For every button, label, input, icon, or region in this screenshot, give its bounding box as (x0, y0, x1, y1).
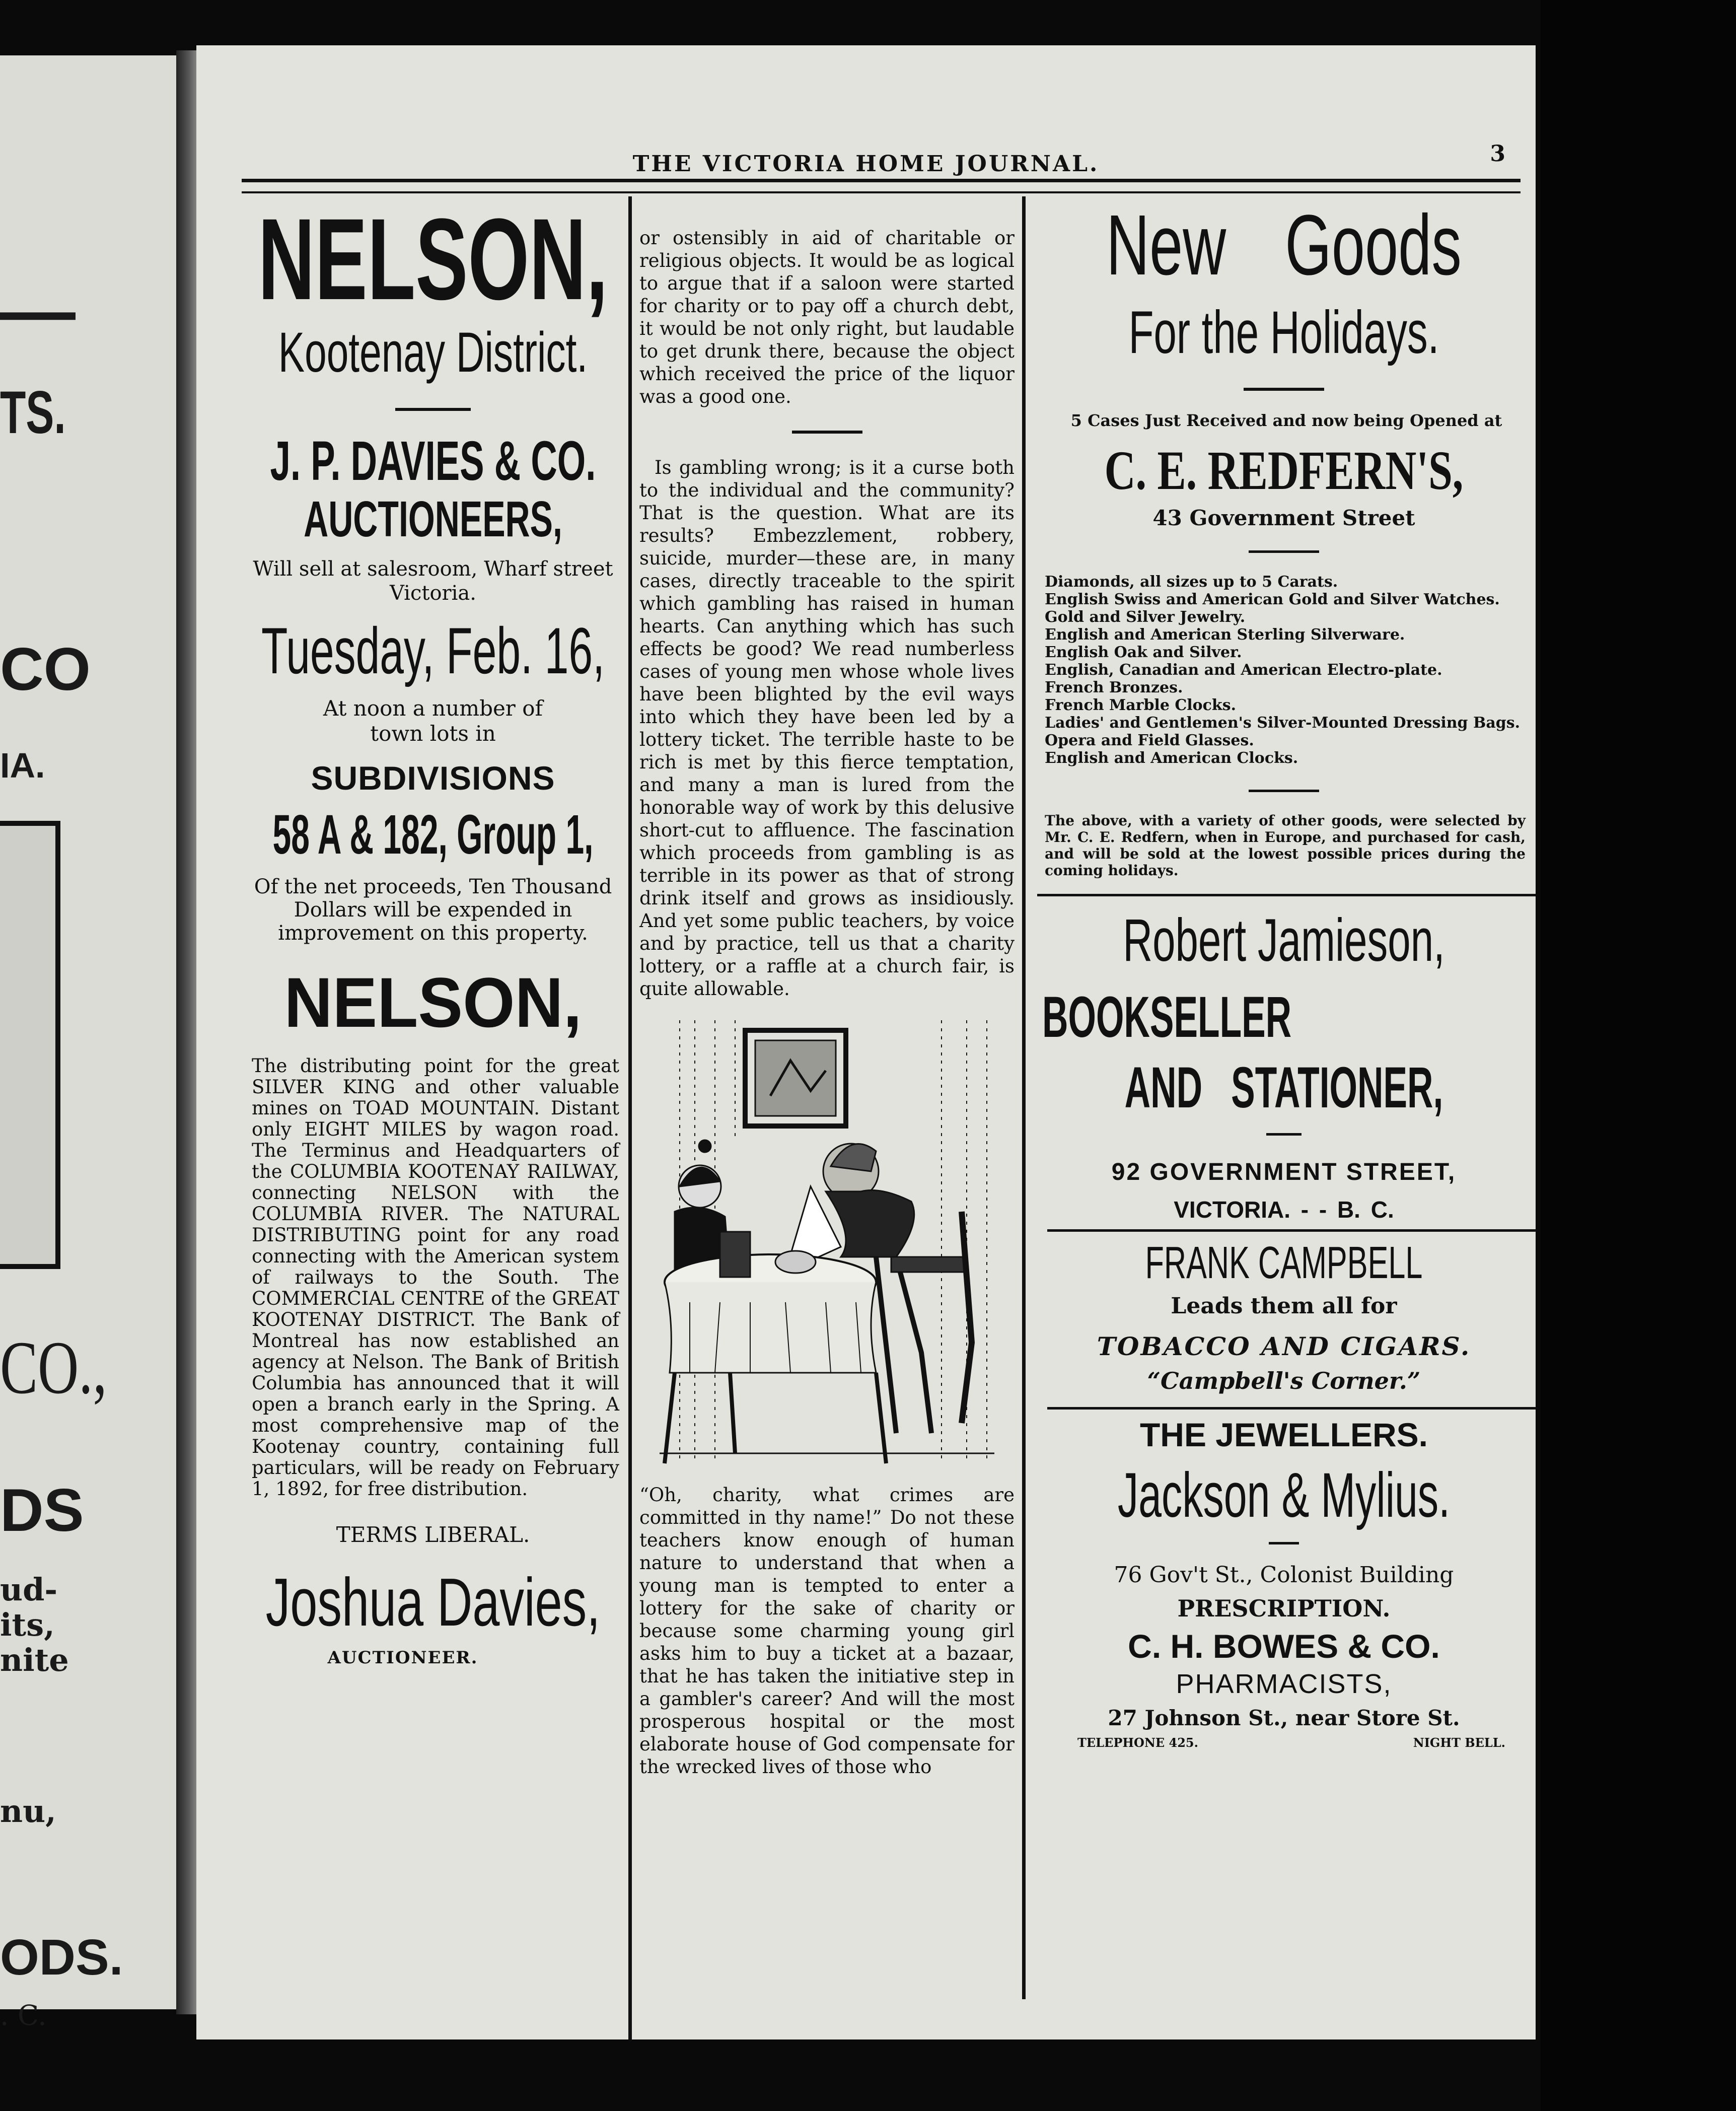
stationer-label: AND STATIONER, (1124, 1056, 1443, 1120)
section-rule (1047, 1229, 1536, 1232)
signature-name: Joshua Davies, (265, 1564, 601, 1640)
prev-page-text: CO (0, 636, 91, 703)
campbell-name: FRANK CAMPBELL (1145, 1238, 1423, 1288)
prev-page-text: nite (0, 1642, 69, 1678)
new-goods-heading: New Goods (1106, 197, 1462, 293)
goods-list (1045, 573, 1531, 767)
jackson-mylius: Jackson & Mylius. (1117, 1460, 1451, 1530)
column-divider (628, 196, 632, 2039)
divider (1269, 1542, 1299, 1544)
prev-page-image-frame (0, 821, 60, 1269)
pharmacists-label: PHARMACISTS, (1176, 1669, 1392, 1699)
divider (395, 408, 471, 411)
jamieson-city: VICTORIA. - - B. C. (1174, 1197, 1394, 1223)
header-rule (242, 191, 1521, 193)
sale-date: Tuesday, Feb. 16, (261, 614, 605, 687)
sale-location: Will sell at salesroom, Wharf street Victoria. (253, 557, 613, 605)
goods-note: The above, with a variety of other goods, were selected by Mr. C. E. Redfern, when in Europe, and purchased for cash, and will be sold at the lowest possible prices during the coming holidays. (1045, 812, 1526, 879)
district-name: Kootenay District. (278, 321, 588, 384)
section-rule (1047, 1407, 1536, 1410)
newspaper-page (196, 45, 1536, 2039)
bookseller-label: BOOKSELLER (1042, 985, 1292, 1049)
goods-list-item: Gold and Silver Jewelry. (1045, 608, 1246, 626)
prev-page-text: TS. (0, 379, 66, 446)
night-bell: NIGHT BELL. (1413, 1735, 1505, 1750)
goods-list-item: English and American Sterling Silverware. (1045, 626, 1405, 644)
goods-list-item: English Swiss and American Gold and Silver Watches. (1045, 591, 1500, 608)
goods-list-item: French Bronzes. (1045, 679, 1183, 696)
redfern-address: 43 Government Street (1152, 506, 1415, 530)
cases-received-text: 5 Cases Just Received and now being Opened at (1070, 411, 1502, 430)
prev-page-text: CO., (0, 1326, 107, 1410)
leads-text: Leads them all for (1171, 1293, 1397, 1319)
editorial-illustration (660, 1020, 1004, 1463)
divider (1244, 388, 1324, 391)
editorial-paragraph: or ostensibly in aid of charitable or religious objects. It would be as logical to argue that if a saloon were started for charity or to pay off a church debt, it would be not only right, but laudable to get drunk there, because the object which received the price of the liquor was a good one. (639, 227, 1015, 407)
nelson-subheading: NELSON, (284, 963, 582, 1042)
editorial-paragraph: Is gambling wrong; is it a curse both to the individual and the community? That is the question. What are its results? Embezzlement, robbery, suicide, murder—these are, in many cases, directly traceable to the spirit which gambling has raised in human hearts. Can anything which has such effects be good? We read numberless cases of young men whose whole lives have been blighted by the evil ways into which they have been led by a lottery ticket. The terrible haste to be rich is met by this fierce temptation, and many a man is lured from the honorable way of work by this delusive short-cut to affluence. The fascination which proceeds from gambling is as terrible in its power as that of strong drink itself and grows as insidiously. And yet some public teachers, by voice and by practice, tell us that a charity lottery, or a raffle at a church fair, is quite allowable. (639, 457, 1015, 1000)
nelson-advertisement (242, 194, 624, 1668)
nelson-description: The distributing point for the great SILVER KING and other valuable mines on TOAD MOUNTAIN. Distant only EIGHT MILES by wagon road. The Terminus and Headquarters of the COLUMBIA KOOTENAY RAILWAY, connecting NELSON with the COLUMBIA RIVER. The NATURAL DISTRIBUTING point for any road connecting with the American system of railways to the South. The COMMERCIAL CENTRE of the GREAT KOOTENAY DISTRICT. The Bank of Montreal has now established an agency at Nelson. The Bank of British Columbia has announced that it will open a branch early in the Spring. A most comprehensive map of the Kootenay country, containing full particulars, will be ready on February 1, 1892, for free distribution. (252, 1055, 619, 1500)
auctioneers-label: AUCTIONEERS, (304, 491, 562, 547)
bowes-address: 27 Johnson St., near Store St. (1108, 1706, 1460, 1730)
subdivisions-label: SUBDIVISIONS (311, 759, 555, 797)
goods-list-item: English Oak and Silver. (1045, 644, 1242, 661)
editorial-column (639, 227, 1015, 1778)
advertisements-column (1032, 197, 1536, 1755)
divider (1266, 1133, 1301, 1136)
goods-list-item: Ladies' and Gentlemen's Silver-Mounted Dressing Bags. (1045, 714, 1521, 732)
redfern-name: C. E. REDFERN'S, (1104, 440, 1464, 501)
film-margin (1541, 0, 1736, 2111)
jamieson-name: Robert Jamieson, (1123, 906, 1445, 974)
prev-page-text: DS (0, 1476, 84, 1544)
editorial-paragraph: “Oh, charity, what crimes are committed in thy name!” Do not these teachers know enough of human nature to understand that when a young man is tempted to enter a lottery for the sake of charity or because some charming young girl asks him to buy a ticket at a bazaar, that he has taken the initiative step in a gambler's career? And will the most prosperous hospital or the most elaborate house of God compensate for the wrecked lives of those who (639, 1484, 1015, 1778)
campbells-corner: “Campbell's Corner.” (1147, 1367, 1421, 1394)
goods-list-item: English and American Clocks. (1045, 749, 1298, 767)
prescription-label: PRESCRIPTION. (1177, 1595, 1391, 1622)
section-rule (1037, 894, 1536, 896)
auctioneer-title: AUCTIONEER. (327, 1648, 478, 1668)
divider (792, 431, 862, 434)
jamieson-address: 92 GOVERNMENT STREET, (1111, 1159, 1457, 1185)
prev-page-text: — (0, 268, 76, 353)
page-number: 3 (1490, 141, 1505, 167)
prev-page-text: its, (0, 1606, 55, 1643)
prev-page-text: . C. (0, 1999, 47, 2031)
jackson-address: 76 Gov't St., Colonist Building (1114, 1562, 1454, 1588)
prev-page-text: IA. (0, 746, 45, 785)
goods-list-item: English, Canadian and American Electro-plate. (1045, 661, 1442, 679)
journal-title: THE VICTORIA HOME JOURNAL. (632, 151, 1100, 177)
terms-text: TERMS LIBERAL. (336, 1522, 530, 1547)
prev-page-text: ud- (0, 1571, 58, 1608)
noon-lots-text: At noon a number of town lots in (323, 696, 543, 746)
jewellers-heading: THE JEWELLERS. (1139, 1416, 1428, 1453)
holidays-heading: For the Holidays. (1128, 299, 1439, 366)
firm-name: J. P. DAVIES & CO. (270, 430, 596, 492)
tobacco-label: TOBACCO AND CIGARS. (1097, 1331, 1471, 1361)
previous-page-fragment (0, 55, 181, 2031)
goods-list-item: Opera and Field Glasses. (1045, 732, 1254, 749)
goods-list-item: Diamonds, all sizes up to 5 Carats. (1045, 573, 1338, 591)
goods-list-item: French Marble Clocks. (1045, 696, 1237, 714)
lot-numbers: 58 A & 182, Group 1, (272, 804, 594, 866)
proceeds-text: Of the net proceeds, Ten Thousand Dollars will be expended in improvement on this property. (254, 875, 612, 945)
prev-page-text: nu, (0, 1793, 56, 1829)
illustration-man-and-boy-at-table (660, 1020, 994, 1463)
divider (1249, 550, 1319, 553)
nelson-heading: NELSON, (258, 194, 608, 324)
divider (1249, 790, 1319, 792)
bowes-name: C. H. BOWES & CO. (1128, 1628, 1440, 1665)
telephone-number: TELEPHONE 425. (1077, 1735, 1198, 1750)
header-rule (242, 179, 1521, 182)
prev-page-text: ODS. (0, 1929, 123, 1986)
